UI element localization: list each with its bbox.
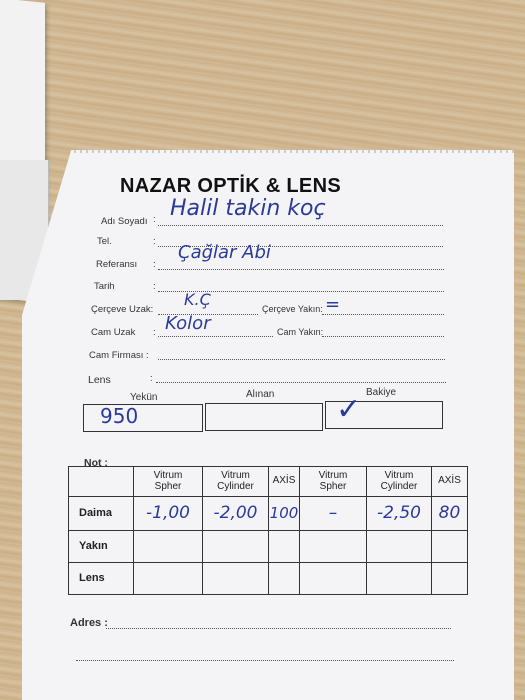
label-cerceve-uzak: Çerçeve Uzak:: [91, 304, 154, 315]
hw-cerceve-yakin: =: [325, 294, 341, 315]
form-title: NAZAR OPTİK & LENS: [120, 175, 341, 197]
header-axis-2: AXİS: [432, 467, 468, 497]
table-cell: [203, 563, 269, 595]
label-tel: Tel.: [97, 236, 112, 247]
colon: :: [153, 281, 156, 292]
line-cam-yakin: [322, 336, 444, 337]
table-cell: [367, 497, 432, 531]
colon: :: [153, 259, 156, 270]
hw-cell: –: [328, 502, 338, 523]
label-cam-yakin: Cam Yakın:: [277, 327, 324, 337]
label-cam-firmasi: Cam Firması :: [89, 350, 149, 361]
header-axis-1: AXİS: [269, 467, 300, 497]
header-vitrum-spher-2: Vitrum Spher: [300, 467, 367, 497]
label-ad-soyadi: Adı Soyadı: [101, 216, 148, 227]
table-cell: [367, 531, 432, 563]
hw-cell: 80: [438, 502, 461, 523]
hw-cerceve-uzak: K.Ç: [184, 290, 211, 309]
line-adres-1: [106, 628, 451, 629]
table-cell: [432, 497, 468, 531]
table-cell: [203, 531, 269, 563]
label-cerceve-yakin: Çerçeve Yakın:: [262, 304, 323, 314]
colon: :: [153, 236, 156, 247]
row-label-yakin: Yakın: [69, 531, 134, 563]
header-vitrum-cylinder-2: Vitrum Cylinder: [367, 467, 432, 497]
label-bakiye: Bakiye: [366, 387, 397, 398]
hw-cell: 100: [269, 503, 299, 522]
prescription-table: [68, 466, 468, 595]
table-cell: [300, 531, 367, 563]
line-cerceve-yakin: [322, 314, 444, 315]
table-cell: [203, 497, 269, 531]
table-cell: [367, 563, 432, 595]
colon: :: [153, 327, 156, 338]
label-yekun: Yekün: [130, 392, 158, 403]
line-cam-firmasi: [158, 359, 445, 360]
hw-referansi: Çağlar Abi: [178, 242, 271, 263]
label-alinan: Alınan: [246, 389, 275, 400]
table-cell: [432, 531, 468, 563]
label-lens: Lens: [88, 374, 111, 386]
line-lens: [156, 382, 446, 383]
label-not: Not :: [84, 457, 108, 469]
line-referansi: [158, 269, 444, 270]
line-adres-2: [76, 660, 454, 661]
hw-cam-uzak: Kolor: [165, 313, 211, 334]
label-referansi: Referansı: [96, 259, 138, 270]
table-cell: [269, 531, 300, 563]
table-cell: [300, 563, 367, 595]
label-tarih: Tarih: [94, 281, 115, 292]
colon: :: [153, 214, 156, 225]
line-ad-soyadi: [158, 225, 443, 226]
hw-ad-soyadi: Halil takin koç: [170, 196, 326, 221]
table-cell: [269, 497, 300, 531]
hw-yekun: 950: [100, 404, 139, 428]
table-corner: [69, 467, 134, 497]
header-vitrum-cylinder-1: Vitrum Cylinder: [203, 467, 269, 497]
table-cell: [269, 563, 300, 595]
hw-cell: -2,00: [213, 502, 258, 523]
colon: :: [150, 373, 153, 384]
table-cell: [134, 497, 203, 531]
label-adres: Adres :: [70, 617, 108, 629]
line-cam-uzak: [158, 336, 273, 337]
row-label-daima: Daima: [69, 497, 134, 531]
header-vitrum-spher-1: Vitrum Spher: [134, 467, 203, 497]
table-cell: [134, 531, 203, 563]
label-cam-uzak: Cam Uzak: [91, 327, 136, 338]
row-label-lens: Lens: [69, 563, 134, 595]
hw-bakiye-check: ✓: [336, 392, 362, 427]
hw-cell: -2,50: [377, 502, 421, 523]
hw-cell: -1,00: [146, 502, 190, 523]
table-cell: [432, 563, 468, 595]
table-cell: [134, 563, 203, 595]
table-cell: [300, 497, 367, 531]
box-alinan: [205, 403, 323, 431]
